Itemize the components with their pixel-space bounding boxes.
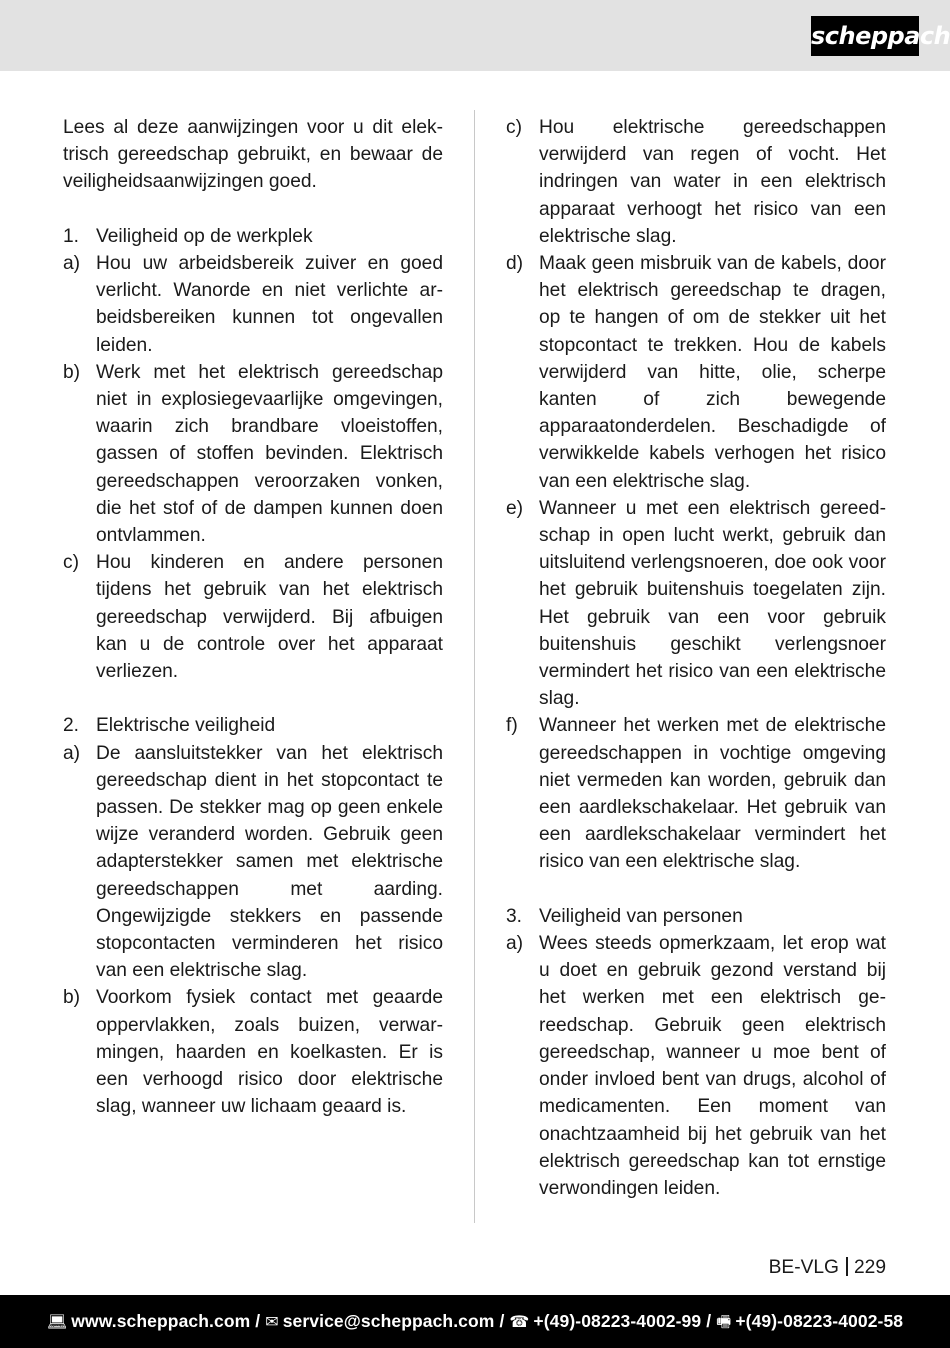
section-heading <box>63 223 443 250</box>
list-item <box>506 930 886 1202</box>
list-item <box>63 740 443 985</box>
footer-fax: +(49)-08223-4002-58 <box>735 1311 904 1331</box>
envelope-icon: ✉ <box>265 1312 279 1331</box>
page-number-separator <box>846 1257 848 1276</box>
footer-website-link[interactable]: www.scheppach.com <box>71 1311 251 1331</box>
list-marker: b) <box>63 361 81 383</box>
fax-icon: 🖷︎ <box>716 1312 732 1331</box>
header-band <box>0 0 950 71</box>
footer-separator: / <box>255 1311 261 1331</box>
section-heading <box>506 903 886 930</box>
list-marker: 3. <box>506 905 523 927</box>
computer-icon: 💻︎ <box>46 1312 68 1331</box>
list-item <box>63 984 443 1120</box>
list-item-text: Wees steeds opmerkzaam, let erop wat u doet en gebruik gezond verstand bij het werken met een elektrisch gereedschap. Gebruik geen elektrisch gereedschap, wanneer u moe bent of onder invloed bent van drugs, alcohol of medicamenten. Een moment van onachtzaamheid bij het gebruik van het elektrisch gereedschap kan tot ernstige verwondingen leiden. <box>539 933 886 1199</box>
list-marker: d) <box>506 253 524 275</box>
list-marker: f) <box>506 715 518 737</box>
list-item-text: De aansluitstekker van het elektrisch gereedschap dient in het stopcontact te passen. De stekker mag op geen enkele wijze veranderd worden. Gebruik geen adapterstekker samen met elektrische gereedschappen met aarding. Ongewijzigde stekkers en passende stopcontacten verminderen het risico van een elektrische slag. <box>96 742 443 982</box>
list-item-text: Werk met het elektrisch gereedschap niet in explosiegevaarlijke omgevingen, waarin zich brandbare vloeistoffen, gassen of stoffen bevinden. Elektrisch gereedschappen veroorzaken vonken, die het stof of de dampen kunnen doen ontvlammen. <box>96 361 443 547</box>
page-label: BE-VLG <box>768 1257 839 1278</box>
list-marker: a) <box>63 742 81 764</box>
list-marker: c) <box>63 552 79 574</box>
section-heading-text: Veiligheid van personen <box>539 905 743 927</box>
list-item <box>63 359 443 549</box>
paragraph-gap <box>506 876 886 903</box>
list-item-text: Voorkom fysiek contact met geaarde oppervlakken, zoals buizen, verwarmingen, haarden en koelkasten. Er is een verhoogd risico door elektrische slag, wanneer uw lichaam geaard is. <box>96 987 443 1118</box>
list-marker: a) <box>506 933 524 955</box>
list-marker: c) <box>506 117 522 138</box>
footer-email-link[interactable]: service@scheppach.com <box>282 1311 495 1331</box>
intro-paragraph: Lees al deze aanwijzingen voor u dit elektrisch gereedschap gebruikt, en bewaar de veiligheidsaanwijzingen goed. <box>63 117 443 193</box>
list-marker: 2. <box>63 715 80 737</box>
list-marker: b) <box>63 987 81 1009</box>
right-column <box>506 114 886 1202</box>
list-item-text: Hou uw arbeidsbereik zuiver en goed verlicht. Wanorde en niet verlichte arbeidsbereiken kunnen tot ongevallen leiden. <box>96 253 443 356</box>
list-item <box>506 114 886 250</box>
page-number <box>769 1256 886 1280</box>
section-heading-text: Veiligheid op de werkplek <box>96 225 313 247</box>
paragraph-gap <box>63 685 443 712</box>
left-column <box>63 114 443 1120</box>
list-marker: e) <box>506 497 524 519</box>
section-heading-text: Elektrische veiligheid <box>96 715 276 737</box>
footer-separator: / <box>706 1311 712 1331</box>
list-item-text: Hou kinderen en andere personen tijdens het gebruik van het elektrisch gereedschap verwijderd. Bij afbuigen kan u de controle over het apparaat verliezen. <box>96 552 443 683</box>
telephone-icon: ☎ <box>509 1312 530 1331</box>
brand-logo: scheppach <box>811 16 919 56</box>
list-item <box>506 250 886 495</box>
list-item-text: Hou elektrische gereedschappen verwijderd van regen of vocht. Het indringen van water in een elektrisch apparaat verhoogt het risico van een elektrische slag. <box>539 117 886 247</box>
list-item-text: Maak geen misbruik van de kabels, door het elektrisch gereedschap te dragen, op te hangen of om de stekker uit het stopcontact te trekken. Hou de kabels verwijderd van hitte, olie, scherpe kanten of zich bewegende apparaatonderdelen. Beschadigde of verwikkelde kabels verhogen het risico van een elektrische slag. <box>539 253 886 492</box>
footer-separator: / <box>499 1311 505 1331</box>
section-heading <box>63 712 443 739</box>
list-item <box>63 549 443 685</box>
list-marker: 1. <box>63 225 80 247</box>
list-item <box>63 250 443 359</box>
list-item <box>506 495 886 713</box>
list-marker: a) <box>63 253 81 274</box>
footer-phone: +(49)-08223-4002-99 <box>533 1311 702 1331</box>
paragraph-gap <box>63 196 443 223</box>
list-item-text: Wanneer het werken met de elektrische gereedschappen in vochtige omgeving niet vermeden kan worden, gebruik dan een aardlekschakelaar. Het gebruik van een aardlekschakelaar vermindert het risico van een elektrische slag. <box>539 715 886 873</box>
list-item-text: Wanneer u met een elektrisch gereedschap in open lucht werkt, gebruik dan uitsluitend verlengsnoeren, doe ook voor het gebruik buitenshuis toegelaten zijn. Het gebruik van een voor gebruik buitenshuis geschikt verlengsnoer vermindert het risico van een elektrische slag. <box>539 497 886 710</box>
list-item <box>506 712 886 875</box>
footer-bar <box>0 1295 950 1348</box>
page-number-value: 229 <box>853 1257 886 1278</box>
column-divider <box>474 110 475 1223</box>
